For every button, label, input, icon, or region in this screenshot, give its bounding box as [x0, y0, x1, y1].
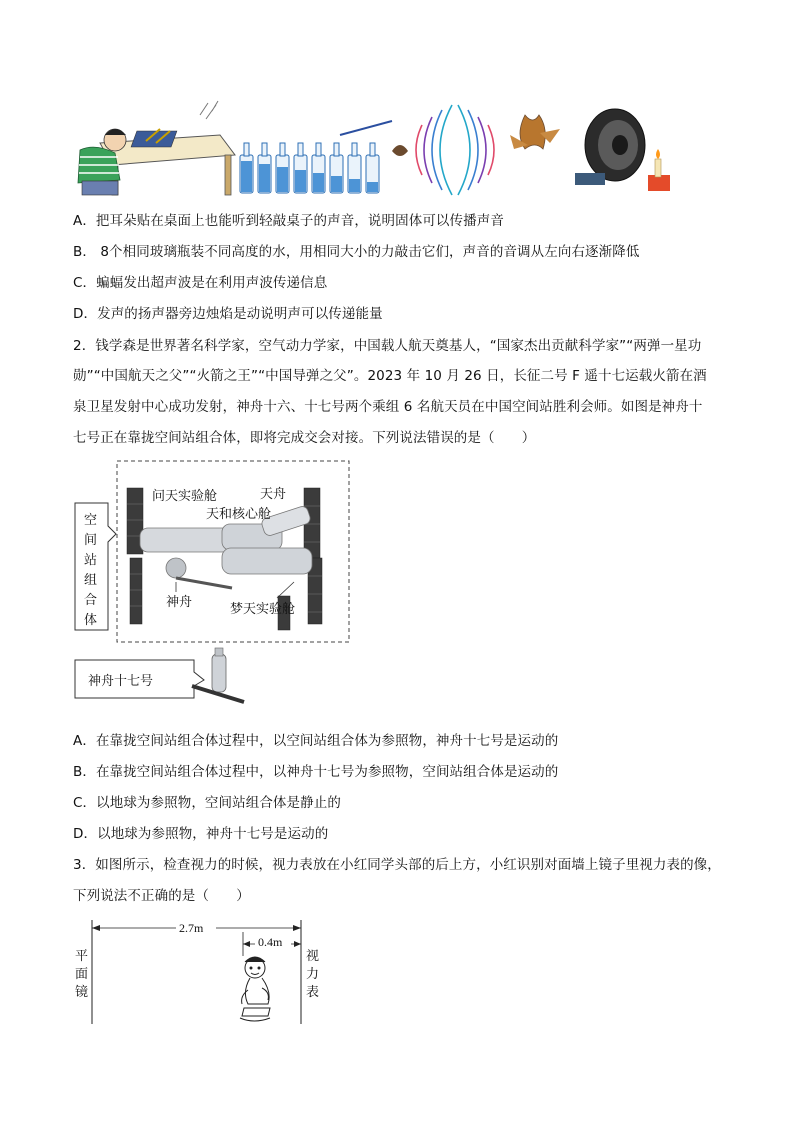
- bat-ultrasound-illustration: [392, 105, 560, 195]
- shenzhou17-label: 神舟十七号: [88, 674, 154, 689]
- q3-stem-line-2: 下列说法不正确的是（ ）: [73, 888, 250, 904]
- q3-stem-line-1: 3．如图所示，检查视力的时候，视力表放在小红同学头部的后上方，小红识别对面墙上镜子里视力表的像，: [73, 857, 721, 873]
- mirror-label-char: 平: [75, 949, 89, 964]
- side-label-char: 合: [84, 593, 98, 608]
- q2-stem-line-3: 泉卫星发射中心成功发射，神舟十六、十七号两个乘组 6 名航天员在中国空间站胜利会师。如图是神舟十: [73, 399, 703, 415]
- q2-stem-line-2: 勋”“中国航天之父”“火箭之王”“中国导弹之父”。2023 年 10 月 26 日，长征二号 F 遥十七运载火箭在酒: [73, 368, 707, 384]
- q2-stem-line-1: 2．钱学森是世界著名科学家，空气动力学家，中国载人航天奠基人，“国家杰出贡献科学家”“两弹一星功: [73, 338, 702, 354]
- shenzhou17-spacecraft: [192, 648, 244, 702]
- q2-stem-line-4: 七号正在靠拢空间站组合体，即将完成交会对接。下列说法错误的是（ ）: [73, 430, 536, 446]
- side-label-char: 空: [84, 513, 98, 528]
- space-station-figure: [72, 458, 362, 713]
- side-label-char: 体: [84, 613, 98, 628]
- chart-label-char: 视: [306, 949, 320, 964]
- short-distance-label: 0.4m: [258, 935, 283, 949]
- q1-option-c[interactable]: C．蝙蝠发出超声波是在利用声波传递信息: [73, 275, 328, 291]
- q1-option-d[interactable]: D．发声的扬声器旁边烛焰是动说明声可以传递能量: [73, 306, 383, 322]
- chart-label-char: 表: [306, 985, 320, 1000]
- q2-option-d[interactable]: D．以地球为参照物，神舟十七号是运动的: [73, 826, 329, 842]
- side-label-char: 组: [84, 573, 98, 588]
- mengtian-label: 梦天实验舱: [230, 602, 296, 617]
- q2-option-a[interactable]: A．在靠拢空间站组合体过程中，以空间站组合体为参照物，神舟十七号是运动的: [73, 733, 559, 749]
- q1-option-a[interactable]: A．把耳朵贴在桌面上也能听到轻敲桌子的声音，说明固体可以传播声音: [73, 213, 504, 229]
- mirror-label-char: 面: [75, 967, 89, 982]
- total-distance-label: 2.7m: [179, 921, 204, 935]
- wentian-label: 问天实验舱: [152, 489, 218, 504]
- desk-listening-illustration: [78, 101, 235, 195]
- student-sketch: [240, 957, 270, 1021]
- side-label-char: 间: [84, 533, 98, 548]
- q2-option-c[interactable]: C．以地球为参照物，空间站组合体是静止的: [73, 795, 341, 811]
- side-label-char: 站: [84, 553, 98, 568]
- eye-test-figure: [72, 912, 332, 1030]
- speaker-candle-illustration: [575, 109, 670, 191]
- q2-option-b[interactable]: B．在靠拢空间站组合体过程中，以神舟十七号为参照物，空间站组合体是运动的: [73, 764, 559, 780]
- tianhe-label: 天和核心舱: [206, 507, 272, 522]
- mirror-label-char: 镜: [75, 985, 89, 1000]
- q1-figure-strip: [70, 95, 680, 200]
- tianzhou-label: 天舟: [260, 487, 287, 502]
- q1-option-b[interactable]: B． 8个相同玻璃瓶装不同高度的水，用相同大小的力敲击它们，声音的音调从左向右逐渐降低: [73, 244, 640, 260]
- eight-bottles-illustration: [240, 121, 392, 193]
- shenzhou-label: 神舟: [166, 595, 193, 610]
- chart-label-char: 力: [306, 967, 320, 982]
